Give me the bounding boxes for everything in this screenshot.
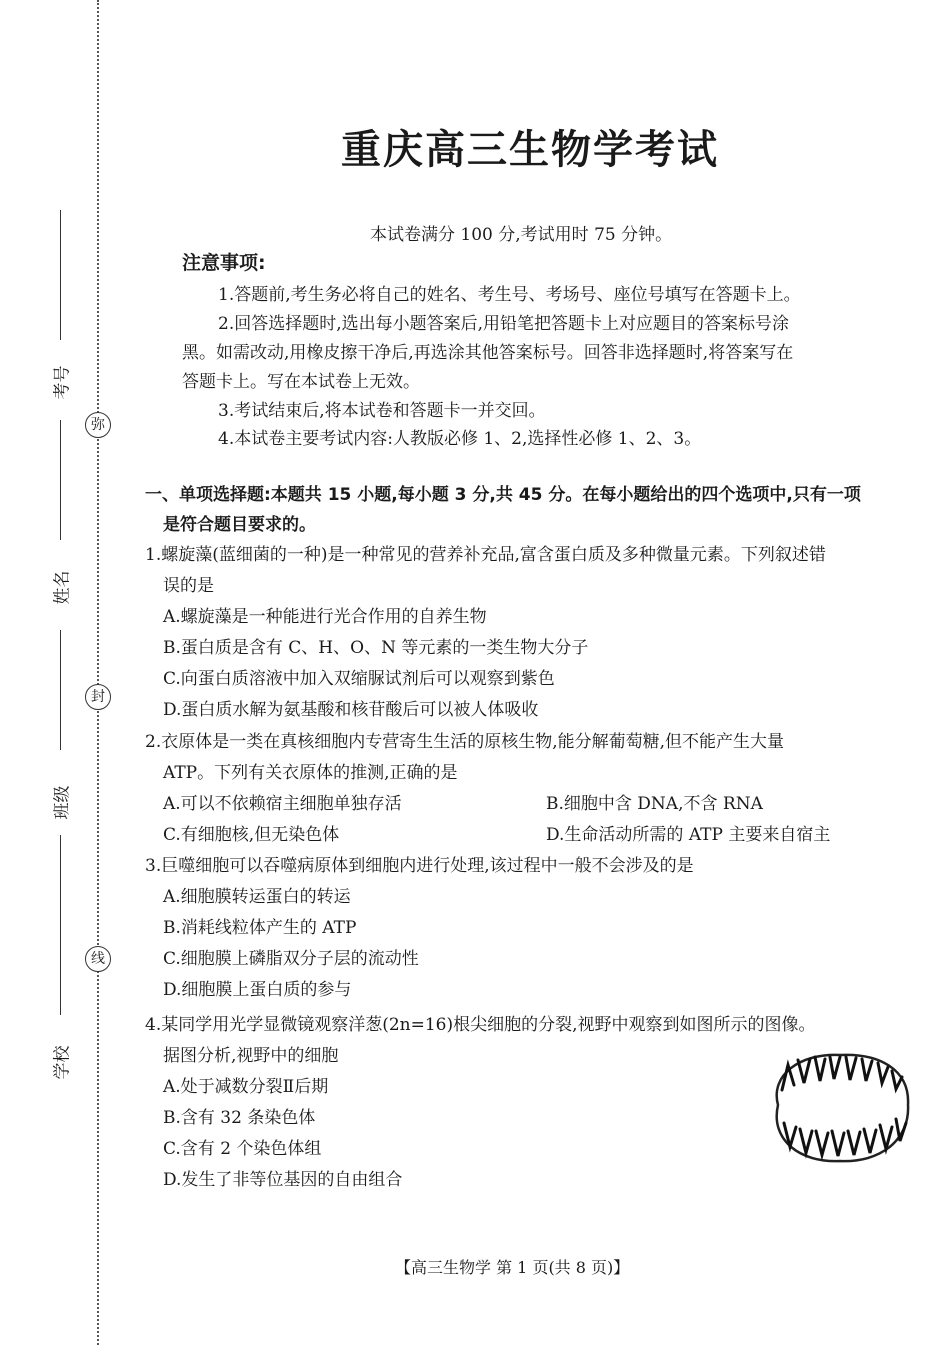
q2-stem-line-1: 2.衣原体是一类在真核细胞内专营寄生生活的原核生物,能分解葡萄糖,但不能产生大量 <box>145 732 785 752</box>
notice-item-2-line-2: 黑。如需改动,用橡皮擦干净后,再选涂其他答案标号。回答非选择题时,将答案写在 <box>182 343 794 363</box>
q4-option-a: A.处于减数分裂Ⅱ后期 <box>163 1077 329 1097</box>
q4-option-c: C.含有 2 个染色体组 <box>163 1139 322 1159</box>
q2-option-a: A.可以不依赖宿主细胞单独存活 <box>163 794 402 814</box>
q1-stem-line-2: 误的是 <box>163 576 214 596</box>
notice-item-2-line-3: 答题卡上。写在本试卷上无效。 <box>182 372 420 392</box>
q3-option-c: C.细胞膜上磷脂双分子层的流动性 <box>163 949 419 969</box>
q1-option-b: B.蛋白质是含有 C、H、O、N 等元素的一类生物大分子 <box>163 638 589 658</box>
q2-option-d: D.生命活动所需的 ATP 主要来自宿主 <box>546 825 831 845</box>
exam-no-label: 考号 <box>52 365 73 400</box>
q3-stem-line-1: 3.巨噬细胞可以吞噬病原体到细胞内进行处理,该过程中一般不会涉及的是 <box>145 856 694 876</box>
class-label: 班级 <box>52 785 73 820</box>
section-1-heading-line-2: 是符合题目要求的。 <box>163 515 316 535</box>
seal-char-xian: 线 <box>85 946 111 972</box>
q3-option-d: D.细胞膜上蛋白质的参与 <box>163 980 352 1000</box>
q4-stem-line-1: 4.某同学用光学显微镜观察洋葱(2n=16)根尖细胞的分裂,视野中观察到如图所示的图像。 <box>145 1015 816 1035</box>
notice-item-1: 1.答题前,考生务必将自己的姓名、考生号、考场号、座位号填写在答题卡上。 <box>218 285 801 305</box>
q3-option-b: B.消耗线粒体产生的 ATP <box>163 918 357 938</box>
page-footer: 【高三生物学 第 1 页(共 8 页)】 <box>395 1258 630 1277</box>
q1-stem-line-1: 1.螺旋藻(蓝细菌的一种)是一种常见的营养补充品,富含蛋白质及多种微量元素。下列叙述错 <box>145 545 826 565</box>
name-fill-line <box>60 630 61 750</box>
q2-option-c: C.有细胞核,但无染色体 <box>163 825 340 845</box>
anaphase-cell-figure <box>760 1045 920 1170</box>
section-1-heading-line-1: 一、单项选择题:本题共 15 小题,每小题 3 分,共 45 分。在每小题给出的四个选项中,只有一项 <box>145 485 861 505</box>
exam-no-fill-line <box>60 210 61 340</box>
q1-option-c: C.向蛋白质溶液中加入双缩脲试剂后可以观察到紫色 <box>163 669 555 689</box>
notice-item-2-line-1: 2.回答选择题时,选出每小题答案后,用铅笔把答题卡上对应题目的答案标号涂 <box>218 314 790 334</box>
q4-option-d: D.发生了非等位基因的自由组合 <box>163 1170 403 1190</box>
notice-item-4: 4.本试卷主要考试内容:人教版必修 1、2,选择性必修 1、2、3。 <box>218 429 702 449</box>
notice-heading: 注意事项: <box>182 252 266 274</box>
q4-option-b: B.含有 32 条染色体 <box>163 1108 316 1128</box>
class-fill-line <box>60 835 61 1015</box>
seal-char-mi: 弥 <box>85 412 111 438</box>
binding-dotted-line <box>97 0 99 1345</box>
q2-option-b: B.细胞中含 DNA,不含 RNA <box>546 794 763 814</box>
q1-option-d: D.蛋白质水解为氨基酸和核苷酸后可以被人体吸收 <box>163 700 539 720</box>
exam-no-fill-line-lower <box>60 420 61 540</box>
seal-char-feng: 封 <box>85 684 111 710</box>
name-label: 姓名 <box>52 570 73 605</box>
notice-item-3: 3.考试结束后,将本试卷和答题卡一并交回。 <box>218 401 546 421</box>
q2-stem-line-2: ATP。下列有关衣原体的推测,正确的是 <box>163 763 458 783</box>
school-label: 学校 <box>52 1045 73 1080</box>
q1-option-a: A.螺旋藻是一种能进行光合作用的自养生物 <box>163 607 487 627</box>
q4-stem-line-2: 据图分析,视野中的细胞 <box>163 1046 339 1066</box>
page-title: 重庆高三生物学考试 <box>341 127 719 173</box>
exam-info: 本试卷满分 100 分,考试用时 75 分钟。 <box>370 225 673 245</box>
q3-option-a: A.细胞膜转运蛋白的转运 <box>163 887 351 907</box>
